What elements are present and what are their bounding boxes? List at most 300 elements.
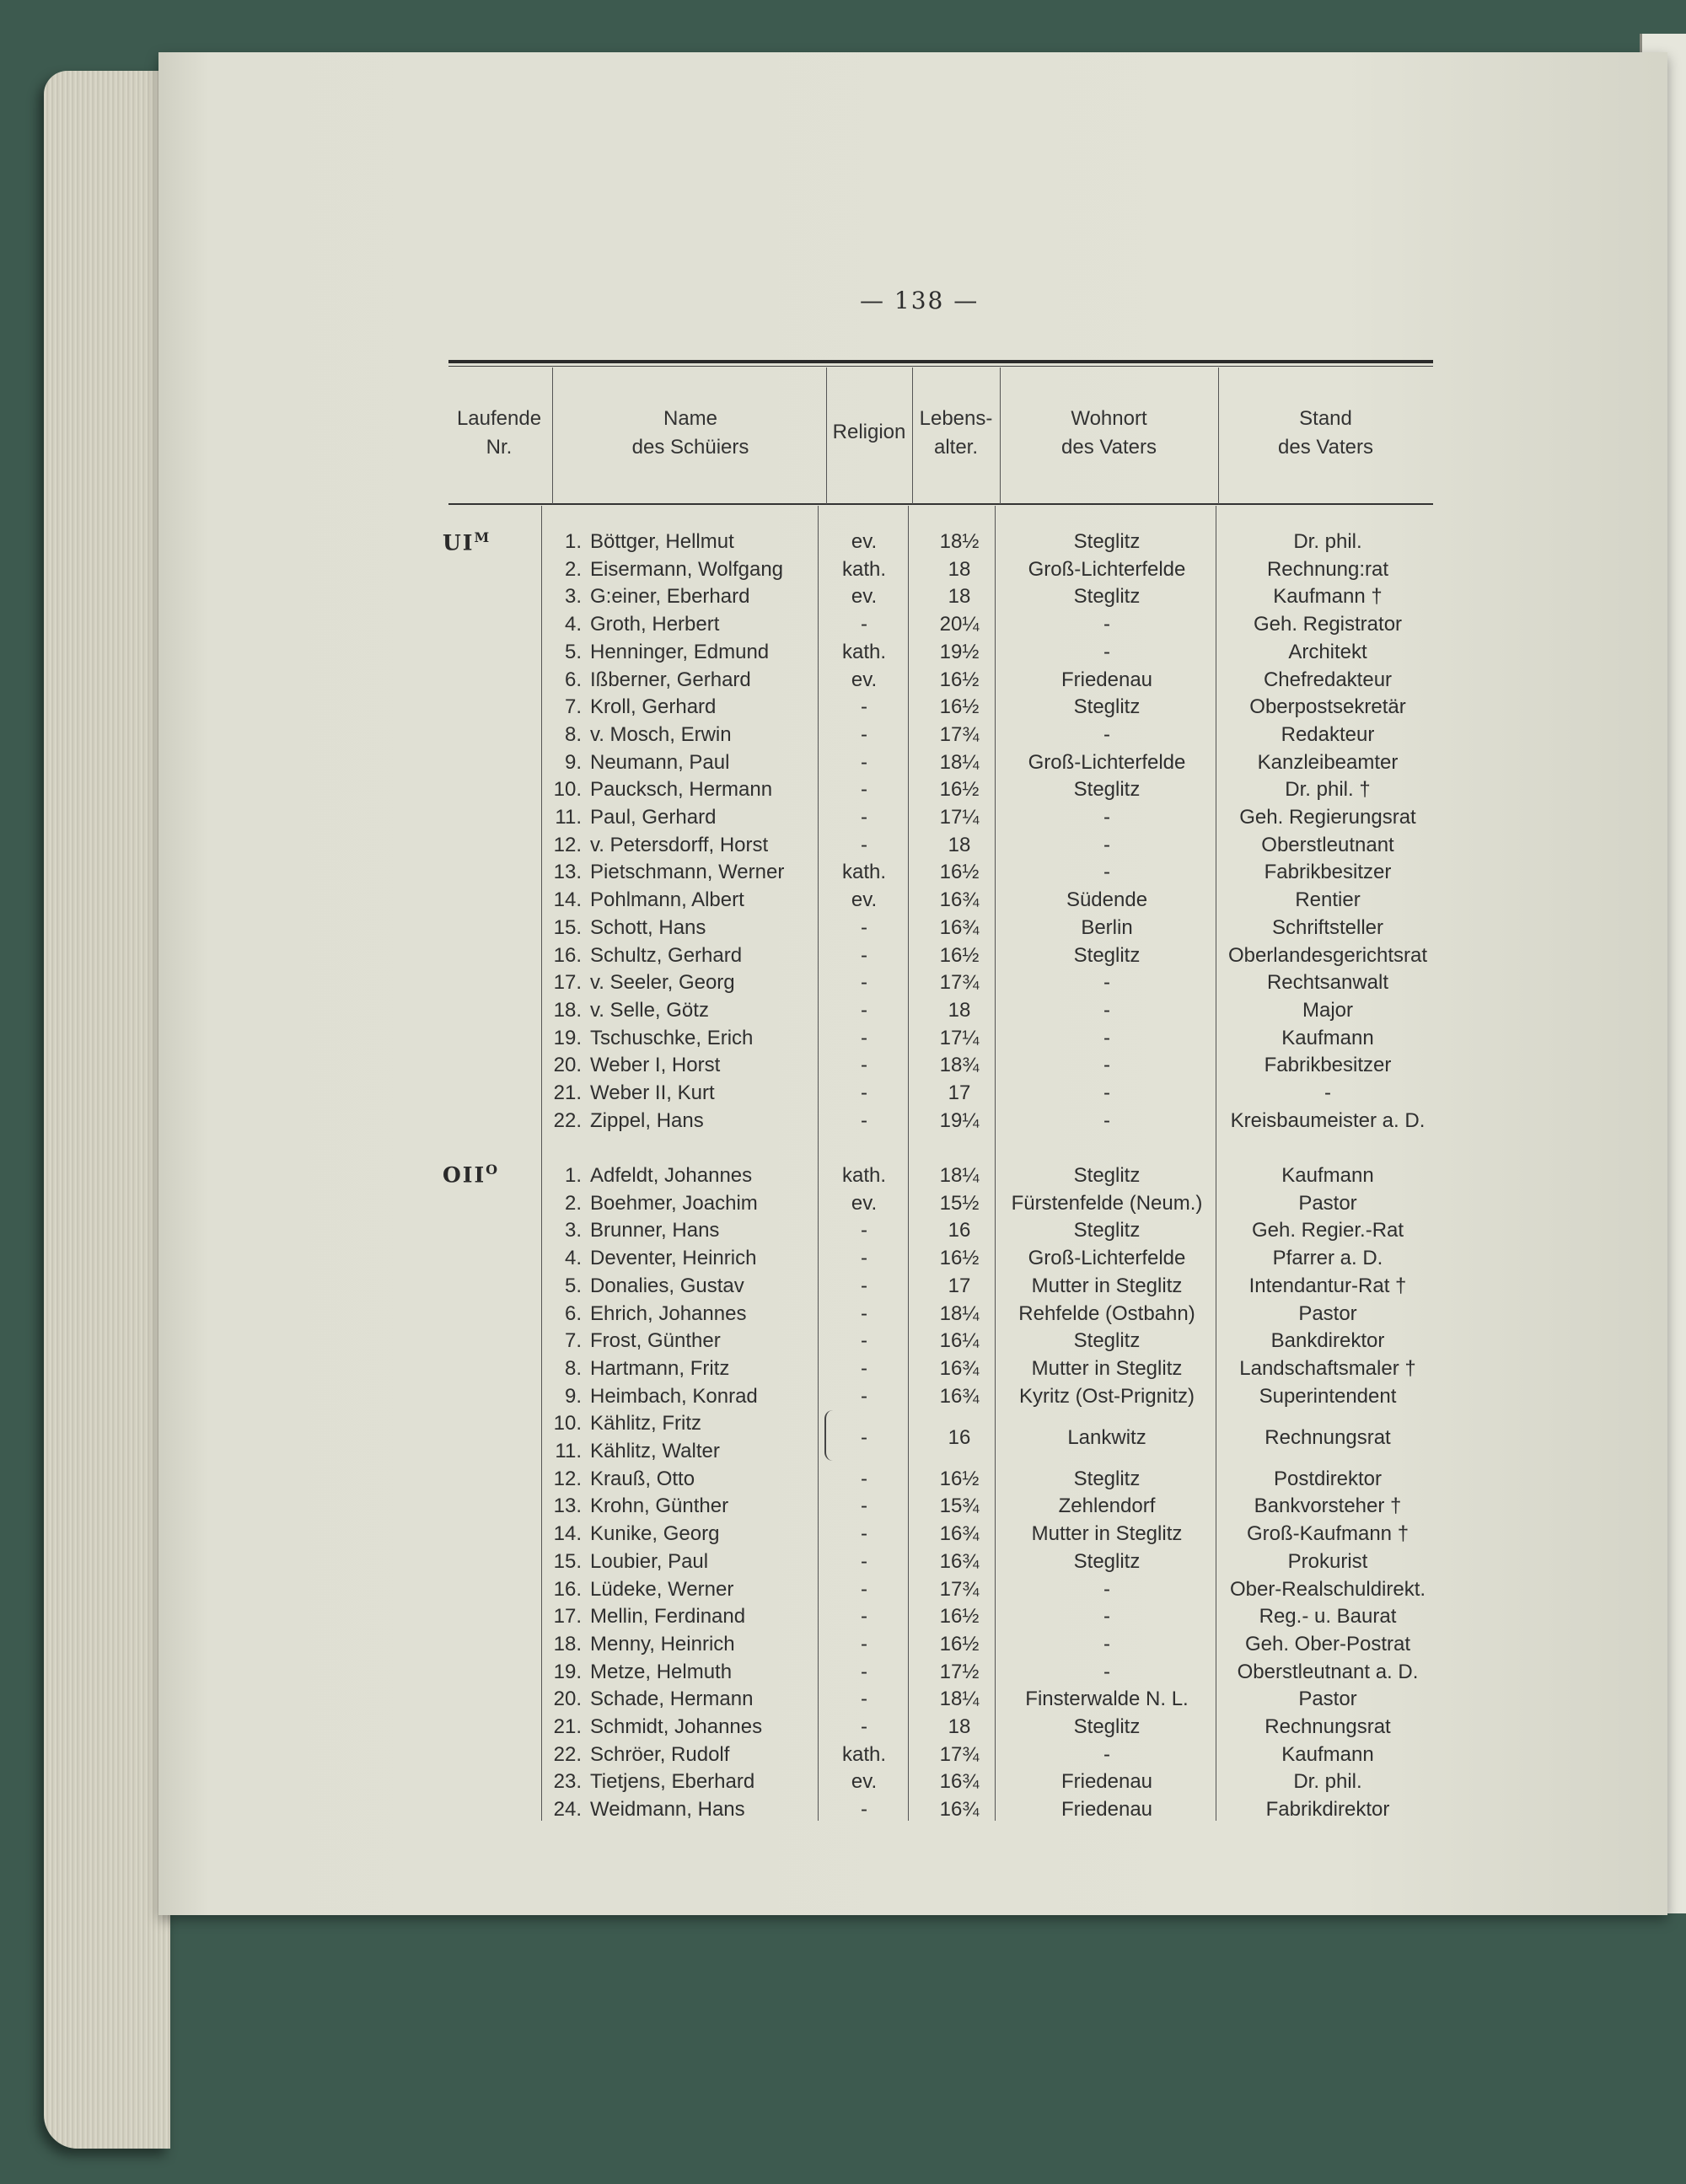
row-nr: 13. — [553, 861, 582, 884]
row-name: v. Seeler, Georg — [590, 971, 735, 995]
row-name: v. Petersdorff, Horst — [590, 833, 769, 856]
shared-stand: Rechnungsrat — [1264, 1425, 1391, 1449]
row-religion: - — [861, 1660, 867, 1683]
row-alter: 16½ — [939, 861, 980, 884]
row-alter: 17¼ — [939, 806, 980, 829]
row-stand: Bankdirektor — [1270, 1329, 1385, 1353]
row-wohnort: Groß-Lichterfelde — [1028, 750, 1186, 774]
row-religion: ev. — [851, 585, 878, 609]
row-religion: - — [861, 971, 867, 995]
row-nr: 3. — [564, 585, 582, 609]
row-wohnort: - — [1103, 1660, 1110, 1683]
row-nr: 9. — [564, 1384, 582, 1408]
row-stand: Kaufmann — [1281, 1742, 1374, 1766]
row-stand: Fabrikbesitzer — [1264, 1054, 1392, 1077]
class-label-oii — [443, 1162, 499, 1187]
row-religion: - — [861, 1549, 867, 1573]
row-wohnort: Steglitz — [1073, 1549, 1141, 1573]
row-alter: 16¾ — [939, 1356, 980, 1380]
row-religion: ev. — [851, 1770, 878, 1794]
row-wohnort: - — [1103, 722, 1110, 746]
row-wohnort: - — [1103, 861, 1110, 884]
row-wohnort: Rehfelde (Ostbahn) — [1018, 1301, 1195, 1325]
row-wohnort: Friedenau — [1060, 1770, 1153, 1794]
row-alter: 18¼ — [939, 1301, 980, 1325]
row-alter: 20¼ — [939, 613, 980, 636]
row-stand: Intendantur-Rat † — [1248, 1274, 1407, 1297]
row-nr: 10. — [553, 778, 582, 802]
row-stand: Rentier — [1295, 888, 1361, 912]
table-header-rule — [448, 503, 1433, 505]
row-alter: 16½ — [939, 668, 980, 691]
row-nr: 2. — [564, 557, 582, 581]
row-religion: - — [861, 943, 867, 967]
row-wohnort: - — [1103, 1026, 1110, 1049]
row-name: Menny, Heinrich — [590, 1632, 735, 1655]
row-alter: 15½ — [939, 1191, 980, 1215]
row-wohnort: Zehlendorf — [1058, 1494, 1156, 1518]
row-nr: 1. — [564, 530, 582, 553]
row-nr: 6. — [564, 668, 582, 691]
row-alter: 18¼ — [939, 1688, 980, 1711]
header-religion — [826, 418, 912, 447]
row-religion: - — [861, 833, 867, 856]
row-religion: - — [861, 1632, 867, 1655]
row-wohnort: - — [1103, 1632, 1110, 1655]
row-religion: - — [861, 1605, 867, 1629]
row-nr: 14. — [553, 1522, 582, 1546]
row-religion: - — [861, 778, 867, 802]
row-religion: - — [861, 1467, 867, 1490]
header-religion-line1: Religion — [832, 421, 906, 443]
row-religion: - — [861, 1522, 867, 1546]
row-religion: - — [861, 613, 867, 636]
row-religion: - — [861, 1108, 867, 1132]
row-stand: Geh. Regier.-Rat — [1251, 1219, 1404, 1242]
row-alter: 17¾ — [939, 722, 980, 746]
row-religion: - — [861, 1301, 867, 1325]
row-nr: 1. — [564, 1164, 582, 1187]
row-name: Paucksch, Hermann — [590, 778, 773, 802]
row-wohnort: Steglitz — [1073, 1467, 1141, 1490]
row-name: Loubier, Paul — [590, 1549, 709, 1573]
row-religion: - — [861, 1329, 867, 1353]
row-stand: Kanzleibeamter — [1257, 750, 1399, 774]
row-religion: ev. — [851, 888, 878, 912]
table-top-rule-thin — [448, 366, 1433, 367]
row-alter: 16½ — [939, 1605, 980, 1629]
row-religion: kath. — [841, 557, 887, 581]
row-name: Schröer, Rudolf — [590, 1742, 730, 1766]
header-stand — [1218, 405, 1433, 462]
row-stand: Geh. Registrator — [1253, 613, 1403, 636]
row-alter: 19¼ — [939, 1108, 980, 1132]
row-stand: Postdirektor — [1273, 1467, 1383, 1490]
header-wohnort — [1000, 405, 1218, 462]
row-name: Weidmann, Hans — [590, 1798, 745, 1822]
row-alter: 15¾ — [939, 1494, 980, 1518]
row-alter: 16¾ — [939, 1549, 980, 1573]
row-alter: 16½ — [939, 1632, 980, 1655]
row-name: Krohn, Günther — [590, 1494, 729, 1518]
row-stand: Pastor — [1298, 1688, 1357, 1711]
row-name: G:einer, Eberhard — [590, 585, 750, 609]
row-name: Hartmann, Fritz — [590, 1356, 730, 1380]
row-wohnort: Steglitz — [1073, 1715, 1141, 1738]
row-religion: - — [861, 1054, 867, 1077]
row-religion: - — [861, 1798, 867, 1822]
row-alter: 17 — [948, 1081, 971, 1104]
row-nr: 20. — [553, 1054, 582, 1077]
row-wohnort: Steglitz — [1073, 1219, 1141, 1242]
row-nr: 6. — [564, 1301, 582, 1325]
row-alter: 18¼ — [939, 750, 980, 774]
row-name: Ißberner, Gerhard — [590, 668, 751, 691]
header-alter-line2: alter. — [933, 436, 979, 459]
row-wohnort: Steglitz — [1073, 778, 1141, 802]
row-name: Lüdeke, Werner — [590, 1577, 734, 1601]
header-nr — [448, 405, 550, 462]
row-nr: 4. — [564, 1247, 582, 1270]
row-name: Henninger, Edmund — [590, 640, 770, 663]
row-wohnort: Steglitz — [1073, 1164, 1141, 1187]
row-name: Pohlmann, Albert — [590, 888, 744, 912]
row-wohnort: - — [1103, 806, 1110, 829]
row-wohnort: - — [1103, 1742, 1110, 1766]
row-nr: 5. — [564, 640, 582, 663]
row-name: Mellin, Ferdinand — [590, 1605, 746, 1629]
row-stand: Pfarrer a. D. — [1272, 1247, 1383, 1270]
row-nr: 3. — [564, 1219, 582, 1242]
row-nr: 2. — [564, 1191, 582, 1215]
row-wohnort: Kyritz (Ost-Prignitz) — [1018, 1384, 1195, 1408]
row-religion: - — [861, 1494, 867, 1518]
row-alter: 16½ — [939, 695, 980, 719]
row-name: Metze, Helmuth — [590, 1660, 733, 1683]
row-religion: - — [861, 1274, 867, 1297]
row-alter: 18 — [948, 557, 971, 581]
row-name: Pietschmann, Werner — [590, 861, 785, 884]
row-nr: 15. — [553, 915, 582, 939]
header-name — [556, 405, 824, 462]
row-name: Schmidt, Johannes — [590, 1715, 763, 1738]
header-stand-line2: des Vaters — [1278, 436, 1373, 459]
row-religion: ev. — [851, 668, 878, 691]
row-nr: 18. — [553, 998, 582, 1022]
row-nr: 21. — [553, 1081, 582, 1104]
row-name: Deventer, Heinrich — [590, 1247, 757, 1270]
row-religion: - — [861, 722, 867, 746]
row-alter: 18¼ — [939, 1164, 980, 1187]
row-nr: 22. — [553, 1742, 582, 1766]
row-wohnort: Südende — [1066, 888, 1148, 912]
class-label-text: OII — [443, 1162, 486, 1188]
row-nr: 21. — [553, 1715, 582, 1738]
row-name: Weber II, Kurt — [590, 1081, 715, 1104]
row-wohnort: Mutter in Steglitz — [1031, 1356, 1183, 1380]
row-wohnort: Friedenau — [1060, 668, 1153, 691]
row-name: Kählitz, Fritz — [590, 1412, 702, 1435]
row-wohnort: Steglitz — [1073, 1329, 1141, 1353]
row-religion: - — [861, 1081, 867, 1104]
row-nr: 13. — [553, 1494, 582, 1518]
row-nr: 11. — [555, 1440, 582, 1462]
row-alter: 16¾ — [939, 888, 980, 912]
row-religion: - — [861, 1577, 867, 1601]
row-stand: Groß-Kaufmann † — [1246, 1522, 1409, 1546]
row-stand: Chefredakteur — [1263, 668, 1393, 691]
row-name: Schott, Hans — [590, 915, 706, 939]
row-stand: Oberstleutnant — [1261, 833, 1394, 856]
row-nr: 23. — [553, 1770, 582, 1794]
row-stand: Rechnungsrat — [1264, 1715, 1391, 1738]
row-wohnort: Berlin — [1081, 915, 1133, 939]
shared-alter: 16 — [948, 1425, 971, 1449]
row-nr: 22. — [553, 1108, 582, 1132]
row-name: Weber I, Horst — [590, 1054, 721, 1077]
row-alter: 16 — [948, 1219, 971, 1242]
row-religion: - — [861, 695, 867, 719]
row-stand: - — [1324, 1081, 1331, 1104]
row-name: Krauß, Otto — [590, 1467, 695, 1490]
row-nr: 16. — [553, 943, 582, 967]
row-name: Ehrich, Johannes — [590, 1301, 747, 1325]
row-wohnort: Steglitz — [1073, 943, 1141, 967]
header-alter — [912, 405, 1000, 462]
row-religion: kath. — [841, 1742, 887, 1766]
row-nr: 19. — [553, 1026, 582, 1049]
row-nr: 15. — [553, 1549, 582, 1573]
row-alter: 16½ — [939, 778, 980, 802]
row-alter: 17¾ — [939, 1577, 980, 1601]
row-alter: 18 — [948, 585, 971, 609]
row-wohnort: Fürstenfelde (Neum.) — [1011, 1191, 1203, 1215]
row-stand: Kaufmann † — [1273, 585, 1383, 609]
row-religion: - — [861, 806, 867, 829]
row-nr: 18. — [553, 1632, 582, 1655]
row-name: Paul, Gerhard — [590, 806, 717, 829]
row-alter: 17¾ — [939, 1742, 980, 1766]
row-stand: Prokurist — [1287, 1549, 1368, 1573]
row-alter: 18 — [948, 1715, 971, 1738]
row-alter: 16½ — [939, 1247, 980, 1270]
header-nr-line2: Nr. — [486, 436, 513, 459]
row-religion: ev. — [851, 1191, 878, 1215]
shared-wohnort: Lankwitz — [1067, 1425, 1146, 1449]
row-alter: 19½ — [939, 640, 980, 663]
row-wohnort: Mutter in Steglitz — [1031, 1274, 1183, 1297]
row-nr: 10. — [553, 1412, 582, 1435]
row-religion: - — [861, 915, 867, 939]
row-religion: kath. — [841, 1164, 887, 1187]
row-alter: 16¾ — [939, 1522, 980, 1546]
row-name: Kählitz, Walter — [590, 1440, 720, 1462]
row-name: Boehmer, Joachim — [590, 1191, 758, 1215]
row-name: Tietjens, Eberhard — [590, 1770, 755, 1794]
row-alter: 17½ — [939, 1660, 980, 1683]
row-name: Böttger, Hellmut — [590, 530, 734, 553]
row-name: v. Mosch, Erwin — [590, 722, 732, 746]
row-nr: 8. — [564, 722, 582, 746]
row-name: Neumann, Paul — [590, 750, 730, 774]
row-stand: Landschaftsmaler † — [1239, 1356, 1416, 1380]
header-stand-line1: Stand — [1299, 407, 1352, 430]
row-name: Frost, Günther — [590, 1329, 721, 1353]
row-nr: 16. — [553, 1577, 582, 1601]
row-stand: Rechnung:rat — [1266, 557, 1389, 581]
row-alter: 16¾ — [939, 915, 980, 939]
row-nr: 4. — [564, 613, 582, 636]
shared-religion: - — [861, 1425, 867, 1449]
row-name: v. Selle, Götz — [590, 998, 709, 1022]
row-stand: Fabrikdirektor — [1265, 1798, 1390, 1822]
row-religion: - — [861, 998, 867, 1022]
row-stand: Oberpostsekretär — [1249, 695, 1406, 719]
header-wohnort-line2: des Vaters — [1061, 436, 1157, 459]
row-name: Brunner, Hans — [590, 1219, 720, 1242]
row-wohnort: Friedenau — [1060, 1798, 1153, 1822]
row-stand: Kaufmann — [1281, 1164, 1374, 1187]
row-nr: 19. — [553, 1660, 582, 1683]
row-stand: Architekt — [1288, 640, 1367, 663]
column-divider — [552, 368, 553, 504]
row-name: Heimbach, Konrad — [590, 1384, 758, 1408]
row-wohnort: Groß-Lichterfelde — [1028, 557, 1186, 581]
row-stand: Rechtsanwalt — [1266, 971, 1389, 995]
row-stand: Oberstleutnant a. D. — [1237, 1660, 1419, 1683]
row-stand: Oberlandesgerichtsrat — [1227, 943, 1428, 967]
row-stand: Bankvorsteher † — [1254, 1494, 1402, 1518]
brace-mark — [824, 1410, 838, 1461]
row-alter: 16¼ — [939, 1329, 980, 1353]
row-name: Eisermann, Wolfgang — [590, 557, 784, 581]
row-stand: Superintendent — [1259, 1384, 1397, 1408]
column-divider — [908, 506, 909, 1821]
row-stand: Ober-Realschuldirekt. — [1229, 1577, 1426, 1601]
row-nr: 7. — [564, 1329, 582, 1353]
row-stand: Reg.- u. Baurat — [1259, 1605, 1397, 1629]
class-label-sup: M — [474, 529, 491, 545]
row-nr: 17. — [553, 971, 582, 995]
row-religion: - — [861, 1247, 867, 1270]
row-religion: kath. — [841, 861, 887, 884]
class-label-ui — [443, 529, 491, 555]
row-wohnort: Mutter in Steglitz — [1031, 1522, 1183, 1546]
row-wohnort: Steglitz — [1073, 695, 1141, 719]
row-religion: - — [861, 1026, 867, 1049]
row-name: Kroll, Gerhard — [590, 695, 717, 719]
row-religion: ev. — [851, 530, 878, 553]
row-name: Kunike, Georg — [590, 1522, 720, 1546]
row-religion: - — [861, 1219, 867, 1242]
row-stand: Geh. Regierungsrat — [1239, 806, 1416, 829]
row-name: Zippel, Hans — [590, 1108, 704, 1132]
row-alter: 18 — [948, 998, 971, 1022]
row-stand: Kreisbaumeister a. D. — [1230, 1108, 1426, 1132]
row-wohnort: Finsterwalde N. L. — [1025, 1688, 1189, 1711]
row-name: Donalies, Gustav — [590, 1274, 744, 1297]
class-label-sup: O — [486, 1162, 500, 1178]
row-name: Adfeldt, Johannes — [590, 1164, 753, 1187]
row-alter: 16½ — [939, 943, 980, 967]
table-top-rule — [448, 360, 1433, 363]
row-alter: 17 — [948, 1274, 971, 1297]
row-wohnort: - — [1103, 1108, 1110, 1132]
row-wohnort: Groß-Lichterfelde — [1028, 1247, 1186, 1270]
row-name: Groth, Herbert — [590, 613, 720, 636]
row-religion: - — [861, 1384, 867, 1408]
row-nr: 12. — [553, 833, 582, 856]
row-alter: 16½ — [939, 1467, 980, 1490]
row-wohnort: - — [1103, 998, 1110, 1022]
row-alter: 18 — [948, 833, 971, 856]
row-nr: 7. — [564, 695, 582, 719]
header-name-line2: des Schüiers — [631, 436, 749, 459]
row-religion: - — [861, 750, 867, 774]
row-nr: 12. — [553, 1467, 582, 1490]
row-nr: 14. — [553, 888, 582, 912]
row-wohnort: - — [1103, 833, 1110, 856]
row-nr: 11. — [555, 806, 582, 829]
row-stand: Fabrikbesitzer — [1264, 861, 1392, 884]
row-alter: 18¾ — [939, 1054, 980, 1077]
row-alter: 16¾ — [939, 1798, 980, 1822]
row-alter: 17¾ — [939, 971, 980, 995]
row-wohnort: - — [1103, 613, 1110, 636]
row-alter: 16¾ — [939, 1770, 980, 1794]
row-stand: Kaufmann — [1281, 1026, 1374, 1049]
header-nr-line1: Laufende — [456, 407, 542, 430]
row-alter: 18½ — [939, 530, 980, 553]
row-stand: Pastor — [1298, 1301, 1357, 1325]
row-wohnort: - — [1103, 1605, 1110, 1629]
row-nr: 24. — [553, 1798, 582, 1822]
row-stand: Major — [1302, 998, 1353, 1022]
row-nr: 5. — [564, 1274, 582, 1297]
header-alter-line1: Lebens- — [919, 407, 993, 430]
header-wohnort-line1: Wohnort — [1071, 407, 1147, 430]
row-religion: - — [861, 1356, 867, 1380]
row-religion: kath. — [841, 640, 887, 663]
row-name: Tschuschke, Erich — [590, 1026, 754, 1049]
page-number: — 138 — — [860, 287, 980, 314]
row-stand: Geh. Ober-Postrat — [1244, 1632, 1411, 1655]
row-stand: Schriftsteller — [1271, 915, 1384, 939]
row-stand: Dr. phil. † — [1285, 778, 1371, 802]
class-label-text: UI — [443, 530, 475, 555]
row-stand: Redakteur — [1281, 722, 1375, 746]
row-nr: 17. — [553, 1605, 582, 1629]
row-nr: 9. — [564, 750, 582, 774]
row-stand: Dr. phil. — [1293, 1770, 1362, 1794]
row-wohnort: - — [1103, 640, 1110, 663]
row-alter: 16¾ — [939, 1384, 980, 1408]
row-nr: 20. — [553, 1688, 582, 1711]
row-wohnort: Steglitz — [1073, 530, 1141, 553]
row-wohnort: Steglitz — [1073, 585, 1141, 609]
row-wohnort: - — [1103, 1577, 1110, 1601]
row-alter: 17¼ — [939, 1026, 980, 1049]
row-nr: 8. — [564, 1356, 582, 1380]
book-page-stack — [44, 71, 170, 2149]
row-name: Schade, Hermann — [590, 1688, 754, 1711]
row-wohnort: - — [1103, 1081, 1110, 1104]
row-wohnort: - — [1103, 971, 1110, 995]
row-religion: - — [861, 1688, 867, 1711]
header-name-line1: Name — [663, 407, 718, 430]
row-name: Schultz, Gerhard — [590, 943, 743, 967]
row-religion: - — [861, 1715, 867, 1738]
